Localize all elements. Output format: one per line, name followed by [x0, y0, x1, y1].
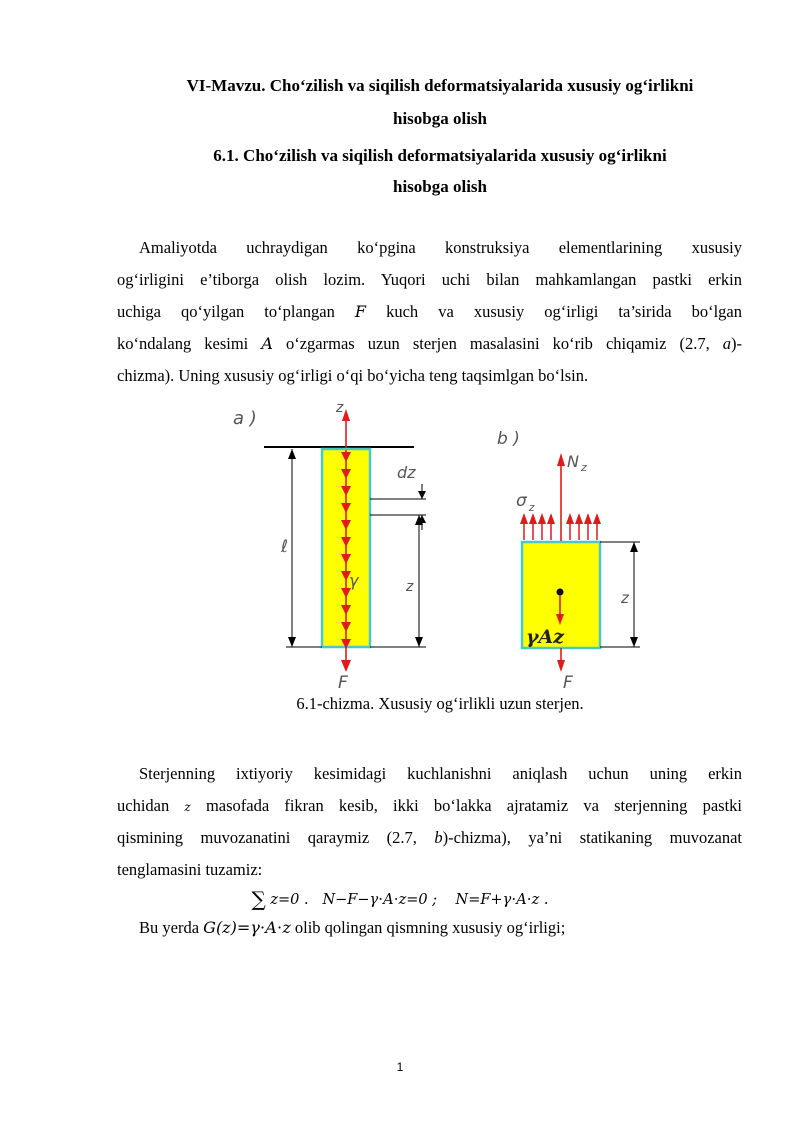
- figure-a: [233, 400, 426, 693]
- figure-b: [497, 429, 640, 693]
- symbol-area: A: [261, 334, 273, 353]
- figure-caption: 6.1-chizma. Xususiy og‘irlikli uzun sterjen.: [296, 694, 584, 713]
- figure-a-label: a ): [233, 408, 257, 429]
- paragraph-equilibrium: [117, 758, 742, 886]
- section-title-line1: 6.1. Cho‘zilish va siqilish deformatsiyalarida xususiy og‘irlikni: [213, 146, 667, 165]
- center-of-gravity: [557, 589, 564, 596]
- paragraph-line: uchidan z masofada fikran kesib, ikki bo‘lakka ajratamiz va sterjenning pastki: [117, 796, 743, 815]
- formula-eq2: N−F−γ⋅A⋅z=0 ;: [322, 892, 438, 908]
- paragraph-line: ko‘ndalang kesimi A o‘zgarmas uzun sterjen masalasini ko‘rib chiqamiz (2.7, a)-: [117, 334, 743, 353]
- formula-eq1: z=0 .: [270, 892, 309, 908]
- symbol-z: z: [184, 800, 191, 814]
- paragraph-line: og‘irligini e’tiborga olish lozim. Yuqori uchi bilan mahkamlangan pastki erkin: [117, 270, 742, 289]
- stress-label: σ $_z$: [516, 491, 535, 514]
- section-title-line2: hisobga olish: [392, 177, 487, 196]
- paragraph-line: uchiga qo‘yilgan to‘plangan F kuch va xususiy og‘irligi ta’sirida bo‘lgan: [117, 302, 743, 321]
- z-dim-label-a: z: [406, 579, 414, 595]
- topic-title-line1: VI-Mavzu. Cho‘zilish va siqilish deformatsiyalarida xususiy og‘irlikni: [186, 76, 694, 95]
- paragraph-line: qismining muvozanatini qaraymiz (2.7, b)-chizma), ya’ni statikaning muvozanat: [117, 828, 743, 847]
- paragraph-line: Amaliyotda uchraydigan ko‘pgina konstruksiya elementlarining xususiy: [139, 238, 742, 257]
- gamma-label: γ: [349, 571, 359, 590]
- formula-eq3: N=F+γ⋅A⋅z .: [455, 892, 549, 908]
- paragraph-line: Sterjenning ixtiyoriy kesimidagi kuchlanishni aniqlash uchun uning erkin: [139, 764, 742, 783]
- weight-label: γAz: [526, 626, 565, 648]
- sum-symbol: ∑: [251, 887, 266, 911]
- weight-formula: G(z)=γ⋅A⋅z: [203, 918, 291, 937]
- paragraph-line: chizma). Uning xususiy og‘irligi o‘qi bo‘yicha teng taqsimlgan bo‘lsin.: [117, 366, 589, 385]
- z-dim-label-b: z: [621, 589, 629, 607]
- page-number: 1: [396, 1060, 404, 1074]
- dz-label: dz: [397, 463, 416, 482]
- force-label-a: F: [338, 673, 348, 693]
- symbol-force: F: [354, 302, 367, 321]
- paragraph-line: tenglamasini tuzamiz:: [117, 860, 263, 879]
- topic-title-line2: hisobga olish: [392, 109, 487, 128]
- figure-b-label: b ): [497, 429, 520, 449]
- weight-definition-line: Bu yerda G(z)=γ⋅A⋅z olib qolingan qismning xususiy og‘irligi;: [139, 918, 566, 937]
- force-label-b: F: [563, 673, 573, 693]
- normal-force-label: N $_z$: [567, 452, 587, 474]
- equilibrium-formula: [0, 887, 800, 911]
- z-axis-label-a: z: [336, 400, 344, 416]
- length-label: ℓ: [281, 537, 289, 557]
